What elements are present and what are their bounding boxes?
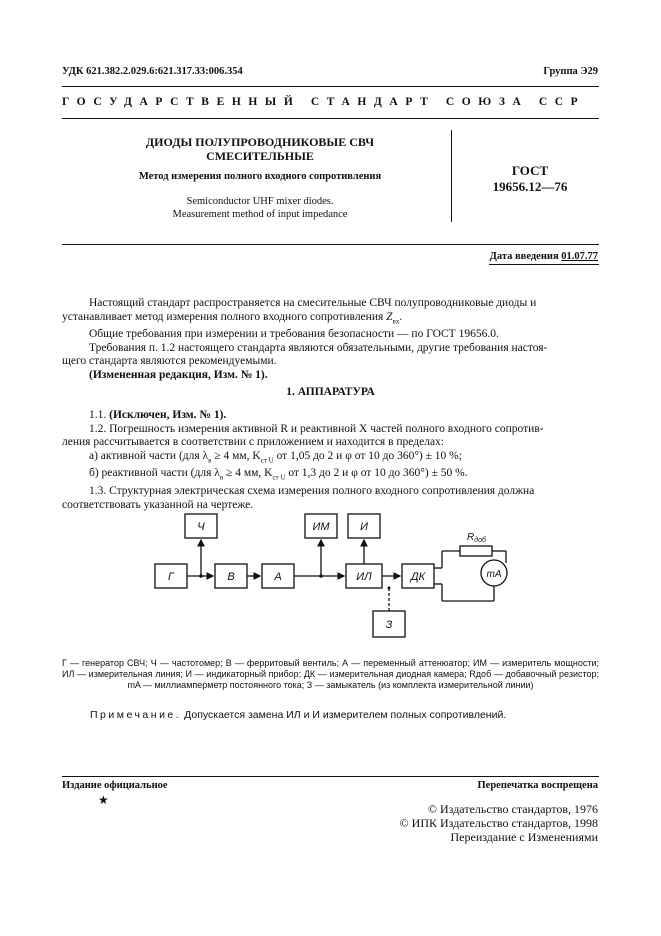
reactive-text-post: от 1,3 до 2 и φ от 10 до 360°) ± 50 %. — [285, 467, 468, 480]
intro-p2: Общие требования при измерении и требования безопасности — по ГОСТ 19656.0. — [89, 328, 499, 341]
k-sub: ст U — [272, 473, 286, 482]
intro-date — [490, 251, 598, 262]
impedance-symbol: Z — [386, 310, 393, 323]
note — [90, 709, 506, 721]
intro-p4: (Измененная редакция, Изм. № 1). — [89, 368, 268, 381]
intro-date-rule — [489, 264, 599, 265]
active-text-mid: ≥ 4 мм, K — [211, 449, 261, 462]
lambda-sub: в — [219, 473, 224, 482]
label-z: З — [385, 619, 393, 631]
item-1-1-num: 1.1. — [89, 409, 107, 421]
item-1-2-reactive — [62, 467, 599, 485]
item-1-3-b: соответствовать указанной на чертеже. — [62, 498, 254, 511]
title-subtitle: Метод измерения полного входного сопротивления — [138, 171, 382, 182]
intro-p3-a: Требования п. 1.2 настоящего стандарта являются обязательными, другие требования настоя- — [89, 341, 548, 354]
k-sub: ст U — [260, 455, 274, 464]
intro-section — [62, 297, 599, 382]
item-1-1-text: (Исключен, Изм. № 1). — [109, 409, 227, 421]
item-1-3-a: 1.3. Структурная электрическая схема измерения полного входного сопротивления должна — [89, 485, 535, 498]
english-line-1: Semiconductor UHF mixer diodes. — [186, 196, 334, 207]
intro-date-label: Дата введения — [489, 251, 559, 262]
official-edition: Издание официальное — [62, 780, 168, 791]
item-1-2-active — [62, 450, 599, 468]
resistor-label: R — [467, 532, 475, 543]
section-heading: 1. АППАРАТУРА — [286, 386, 375, 398]
copyright-block — [400, 802, 598, 844]
impedance-sub: вх — [392, 316, 400, 325]
item-1-2-a: 1.2. Погрешность измерения активной R и реактивной X частей полного входного сопротив- — [89, 422, 544, 435]
item-1-1 — [62, 409, 599, 423]
english-line-2: Measurement method of input impedance — [172, 209, 348, 220]
star-icon: ★ — [98, 793, 109, 807]
reactive-text-mid: ≥ 4 мм, K — [223, 467, 273, 480]
label-resistor — [467, 532, 487, 544]
resistor-sub: доб — [474, 537, 486, 544]
footer-rule — [62, 776, 599, 777]
header-rule-top — [62, 86, 599, 87]
gost-block — [460, 163, 600, 195]
english-title — [100, 195, 420, 221]
group-code: Группа Э29 — [543, 66, 598, 77]
title-divider — [451, 130, 452, 222]
diagram-legend — [62, 658, 599, 691]
label-im: ИМ — [312, 521, 330, 533]
resistor — [460, 546, 492, 556]
label-dk: ДК — [410, 571, 426, 583]
intro-p3-b: щего стандарта являются рекомендуемыми. — [62, 355, 277, 368]
intro-date-value: 01.07.77 — [561, 251, 598, 262]
header-rule-bottom — [62, 118, 599, 119]
title-rule — [62, 244, 599, 245]
intro-p1-b-end: . — [399, 310, 403, 323]
gost-number: 19656.12—76 — [492, 179, 568, 194]
gost-label: ГОСТ — [511, 163, 549, 178]
copyright-3: Переиздание с Изменениями — [450, 830, 598, 844]
label-a: А — [274, 571, 282, 583]
intro-p1-a: Настоящий стандарт распространяется на смесительные СВЧ полупроводниковые диоды и — [89, 297, 537, 309]
note-text: Допускается замена ИЛ и И измерителем полных сопротивлений. — [184, 709, 507, 721]
active-text-pre: а) активной части (для λ — [89, 449, 209, 462]
legend-line-1: Г — генератор СВЧ; Ч — частотомер; В — ферритовый вентиль; А — переменный аттенюатор; ИМ — измеритель мощности; — [62, 658, 599, 668]
legend-line-2: ИЛ — измерительная линия; И — индикаторный прибор; ДК — измерительная диодная камера; Rдоб — добавочный резистор; — [62, 669, 599, 679]
legend-line-3: mA — миллиамперметр постоянного тока; З — замыкатель (из комплекта измерительной линии) — [127, 680, 534, 690]
label-ma: mA — [486, 569, 502, 580]
label-g: Г — [168, 571, 174, 583]
document-title — [100, 135, 420, 163]
state-standard-heading: ГОСУДАРСТВЕННЫЙ СТАНДАРТ СОЮЗА ССР — [62, 96, 586, 108]
circuit-diagram — [140, 505, 520, 645]
intro-p1-b-text: устанавливает метод измерения полного входного сопротивления — [62, 310, 384, 323]
title-line-1: ДИОДЫ ПОЛУПРОВОДНИКОВЫЕ СВЧ — [145, 135, 375, 149]
reprint-prohibited: Перепечатка воспрещена — [477, 780, 598, 791]
title-line-2: СМЕСИТЕЛЬНЫЕ — [206, 149, 314, 163]
copyright-1: © Издательство стандартов, 1976 — [427, 802, 598, 816]
copyright-2: © ИПК Издательство стандартов, 1998 — [399, 816, 598, 830]
section-1-body — [62, 409, 599, 512]
reactive-text-pre: б) реактивной части (для λ — [89, 467, 220, 480]
active-text-post: от 1,05 до 2 и φ от 10 до 360°) ± 10 %; — [273, 449, 462, 462]
intro-p1-b — [62, 311, 599, 329]
label-il: ИЛ — [356, 571, 372, 583]
lambda-sub: в — [208, 455, 212, 464]
note-label: Примечание. — [90, 709, 182, 721]
label-v: В — [227, 571, 235, 583]
label-ch: Ч — [197, 521, 205, 533]
label-i: И — [360, 521, 368, 533]
item-1-2-b: ления рассчитывается в соответствии с приложением и находится в пределах: — [62, 436, 444, 448]
udk-code: УДК 621.382.2.029.6:621.317.33:006.354 — [62, 66, 243, 77]
